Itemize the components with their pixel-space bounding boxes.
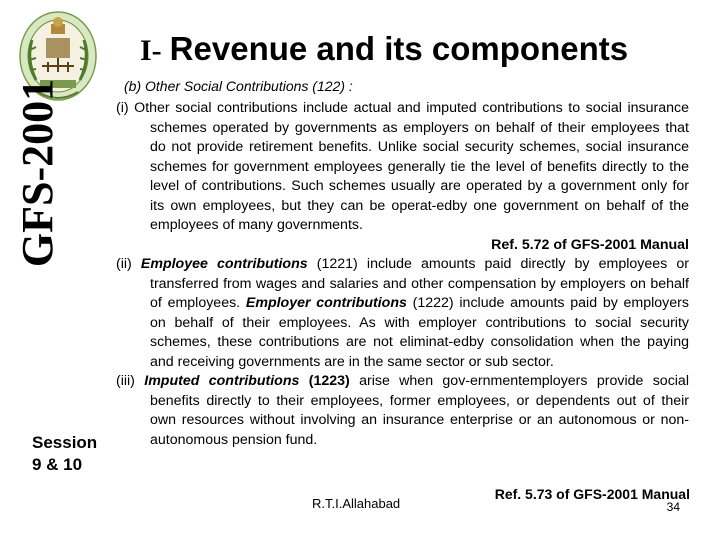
session-label	[32, 432, 112, 476]
term-employee-contributions: Employee contributions	[140, 256, 308, 272]
reference-5-72: Ref. 5.72 of GFS-2001 Manual	[491, 236, 689, 253]
para2-rest: include amounts paid by employers on behalf of their employees. As with employer contributions to social security schemes, these contributions are not eliminat-edby consolidation when the paying and receiving governments are in the same sector or sub sector.	[150, 295, 689, 370]
slide-title	[140, 30, 700, 68]
code-1223: (1223)	[299, 373, 360, 389]
page-number: 34	[666, 500, 680, 514]
paragraph-employee-contributions	[116, 255, 689, 372]
title-text: Revenue and its components	[169, 30, 629, 67]
session-line-2: 9 & 10	[32, 455, 83, 474]
paragraph-imputed-contributions	[116, 372, 689, 450]
para3-prefix: (iii)	[116, 373, 145, 389]
term-employer-contributions: Employer contributions	[245, 295, 407, 311]
footer-organization: R.T.I.Allahabad	[312, 496, 401, 511]
para3-rest: arise when gov-ernmentemployers provide social benefits directly to their employees, former employees, or dependents out of their own resources without involving an insurance enterprise or an autonomous or non-autonomous pension fund.	[150, 373, 689, 448]
code-1222: (1222)	[406, 295, 460, 311]
side-title: GFS-2001	[13, 78, 62, 268]
session-line-1: Session	[32, 433, 98, 452]
code-1221: (1221)	[307, 256, 367, 272]
para2-mid: include amounts paid directly by employees or transferred from wages and salaries and other compensation by employers on behalf of employees.	[150, 256, 689, 311]
paragraph-other-social-contributions: (i) Other social contributions include actual and imputed contributions to social insurance schemes operated by governments as employers on behalf of their employees that do not provide retirement benefits. Unlike social security schemes, social insurance schemes for government employees generally tie the level of benefits directly to the level of contributions. Such schemes usually are operated by a government only for its own employees, but they can be operat-edby one government on behalf of the employees of many governments.	[116, 100, 689, 233]
para2-prefix: (ii)	[116, 256, 141, 272]
reference-5-73: Ref. 5.73 of GFS-2001 Manual	[494, 486, 690, 502]
term-imputed-contributions: Imputed contributions	[144, 373, 300, 389]
slide-body	[116, 99, 689, 450]
section-subheading: (b) Other Social Contributions (122) :	[124, 78, 353, 94]
title-roman-numeral: I-	[140, 34, 162, 67]
